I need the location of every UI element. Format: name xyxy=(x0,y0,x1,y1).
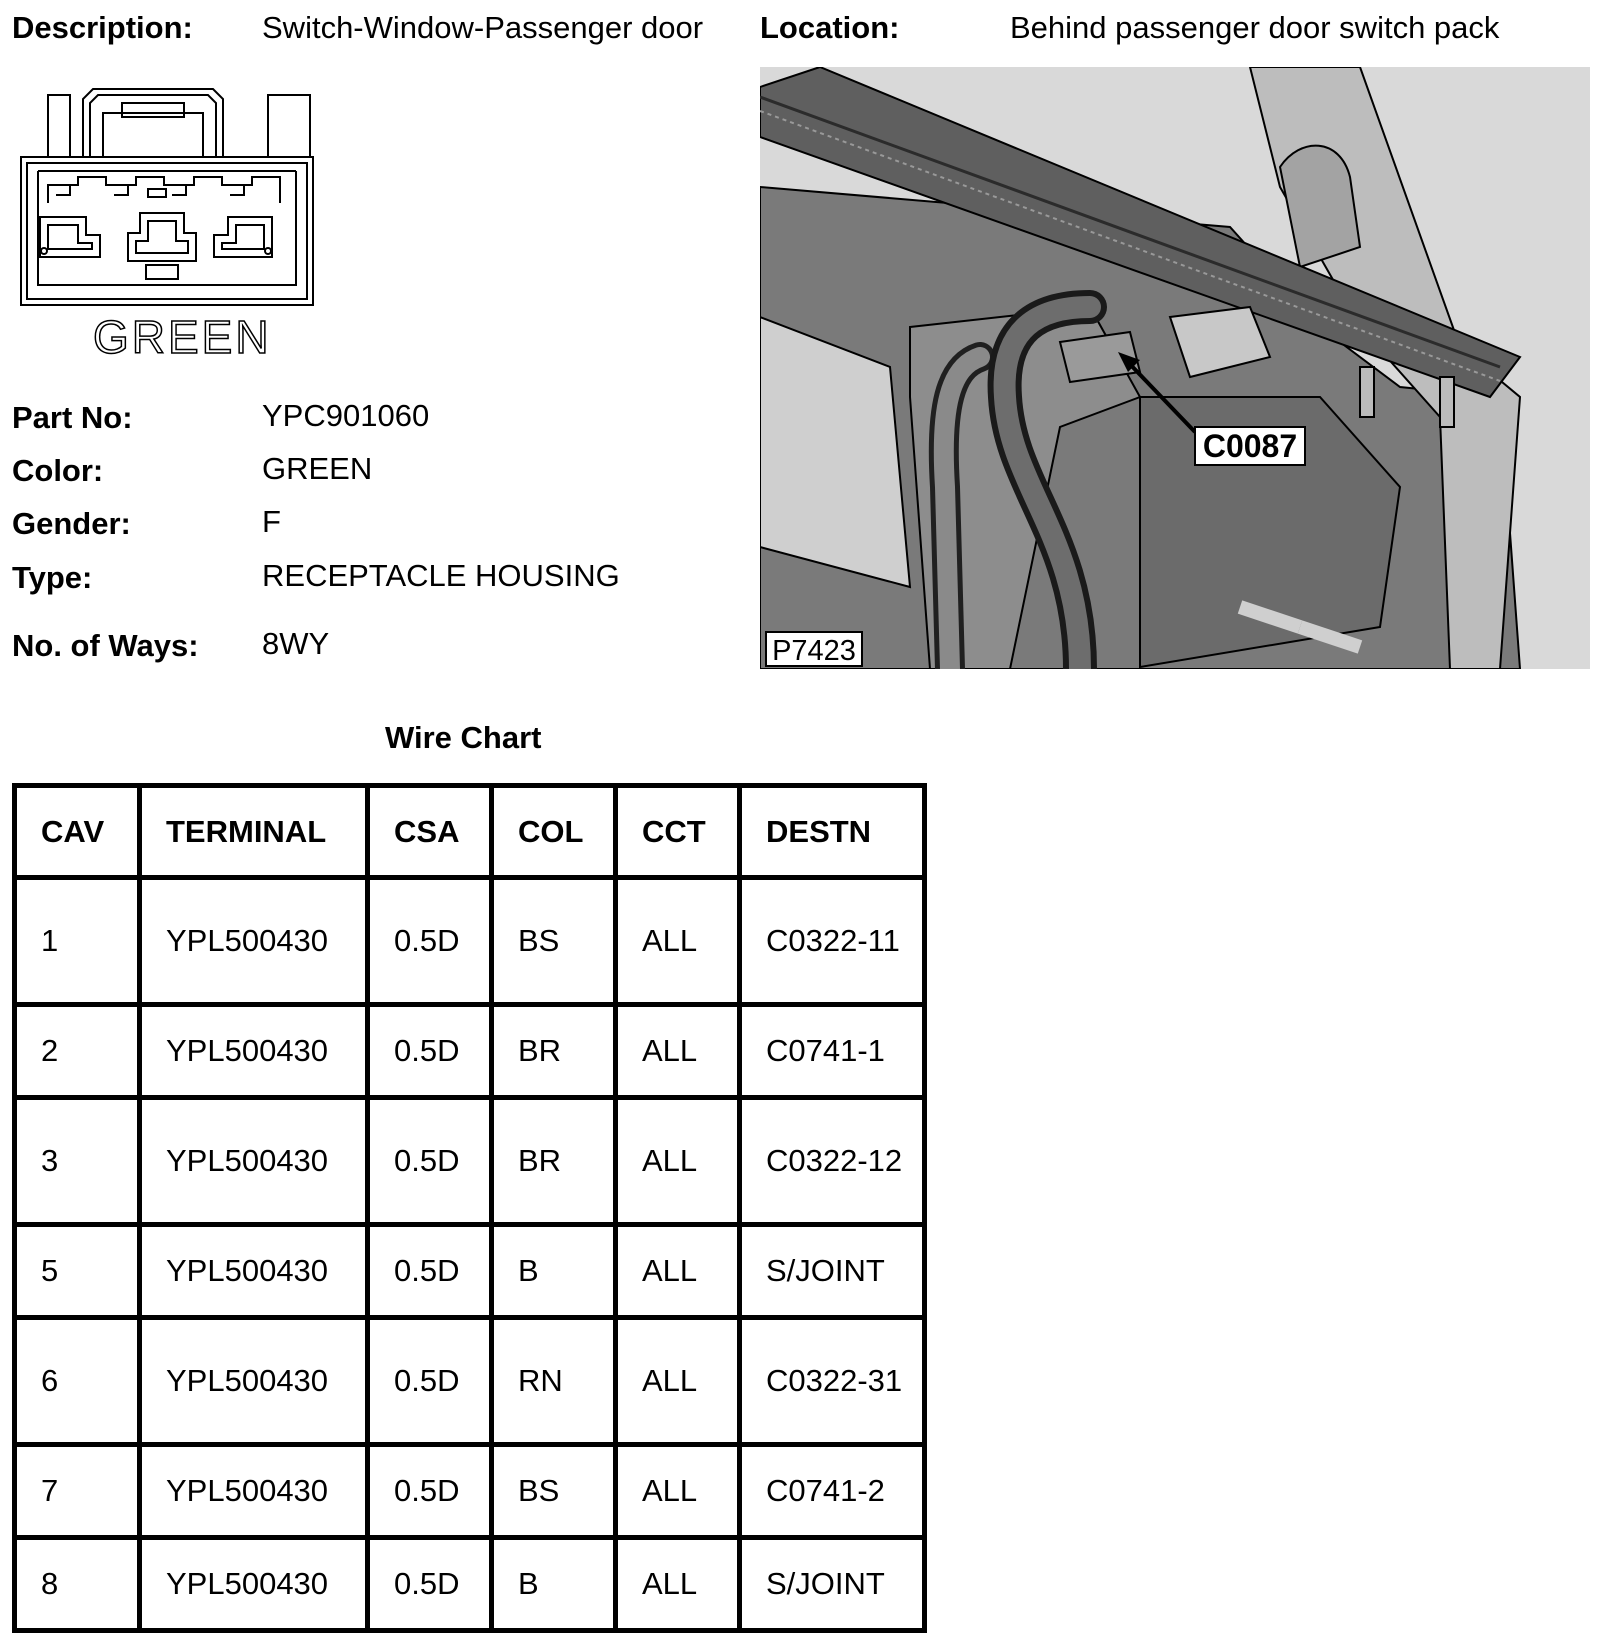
terminal-cell: YPL500430 xyxy=(140,1318,368,1445)
ways-value: 8WY xyxy=(262,626,330,661)
type-label: Type: xyxy=(12,560,93,595)
part-no-value: YPC901060 xyxy=(262,398,430,433)
destn-cell: C0322-11 xyxy=(740,878,925,1005)
destn-cell: C0322-31 xyxy=(740,1318,925,1445)
description-value: Switch-Window-Passenger door xyxy=(262,10,704,45)
location-value: Behind passenger door switch pack xyxy=(1010,10,1500,45)
cct-cell: ALL xyxy=(616,1098,740,1225)
table-row xyxy=(15,1538,925,1631)
wire-chart-title: Wire Chart xyxy=(385,720,542,755)
type-value: RECEPTACLE HOUSING xyxy=(262,558,620,593)
csa-cell: 0.5D xyxy=(368,1005,492,1098)
col-header-csa: CSA xyxy=(368,786,492,878)
location-label: Location: xyxy=(760,10,900,45)
cav-cell: 8 xyxy=(15,1538,140,1631)
col-header-col: COL xyxy=(492,786,616,878)
cav-cell: 6 xyxy=(15,1318,140,1445)
csa-cell: 0.5D xyxy=(368,1098,492,1225)
cct-cell: ALL xyxy=(616,1318,740,1445)
col-cell: BS xyxy=(492,878,616,1005)
destn-cell: C0741-2 xyxy=(740,1445,925,1538)
cct-cell: ALL xyxy=(616,878,740,1005)
cct-cell: ALL xyxy=(616,1445,740,1538)
gender-label: Gender: xyxy=(12,506,131,541)
col-cell: BS xyxy=(492,1445,616,1538)
col-cell: B xyxy=(492,1538,616,1631)
csa-cell: 0.5D xyxy=(368,1445,492,1538)
table-row xyxy=(15,1445,925,1538)
terminal-cell: YPL500430 xyxy=(140,878,368,1005)
cct-cell: ALL xyxy=(616,1538,740,1631)
location-photo xyxy=(760,67,1590,669)
cav-cell: 3 xyxy=(15,1098,140,1225)
ways-label: No. of Ways: xyxy=(12,628,199,663)
color-value: GREEN xyxy=(262,451,373,486)
table-row xyxy=(15,1225,925,1318)
callout-label: C0087 xyxy=(1202,428,1298,464)
cav-cell: 7 xyxy=(15,1445,140,1538)
table-row xyxy=(15,1098,925,1225)
wire-chart-table xyxy=(12,783,927,1633)
destn-cell: S/JOINT xyxy=(740,1538,925,1631)
figure-code: P7423 xyxy=(772,635,856,667)
cct-cell: ALL xyxy=(616,1005,740,1098)
table-row xyxy=(15,1318,925,1445)
csa-cell: 0.5D xyxy=(368,1538,492,1631)
gender-value: F xyxy=(262,504,281,539)
col-cell: RN xyxy=(492,1318,616,1445)
destn-cell: S/JOINT xyxy=(740,1225,925,1318)
terminal-cell: YPL500430 xyxy=(140,1098,368,1225)
terminal-cell: YPL500430 xyxy=(140,1445,368,1538)
cav-cell: 2 xyxy=(15,1005,140,1098)
csa-cell: 0.5D xyxy=(368,878,492,1005)
table-row xyxy=(15,878,925,1005)
col-cell: B xyxy=(492,1225,616,1318)
col-cell: BR xyxy=(492,1098,616,1225)
col-header-terminal: TERMINAL xyxy=(140,786,368,878)
table-header-row xyxy=(15,786,925,878)
table-row xyxy=(15,1005,925,1098)
csa-cell: 0.5D xyxy=(368,1318,492,1445)
col-cell: BR xyxy=(492,1005,616,1098)
description-label: Description: xyxy=(12,10,193,45)
cav-cell: 5 xyxy=(15,1225,140,1318)
col-header-cav: CAV xyxy=(15,786,140,878)
terminal-cell: YPL500430 xyxy=(140,1225,368,1318)
cct-cell: ALL xyxy=(616,1225,740,1318)
destn-cell: C0322-12 xyxy=(740,1098,925,1225)
terminal-cell: YPL500430 xyxy=(140,1538,368,1631)
connector-diagram xyxy=(18,85,318,365)
cav-cell: 1 xyxy=(15,878,140,1005)
col-header-cct: CCT xyxy=(616,786,740,878)
color-label: Color: xyxy=(12,453,104,488)
part-no-label: Part No: xyxy=(12,400,133,435)
connector-color-caption: GREEN xyxy=(93,311,272,363)
col-header-destn: DESTN xyxy=(740,786,925,878)
terminal-cell: YPL500430 xyxy=(140,1005,368,1098)
csa-cell: 0.5D xyxy=(368,1225,492,1318)
destn-cell: C0741-1 xyxy=(740,1005,925,1098)
